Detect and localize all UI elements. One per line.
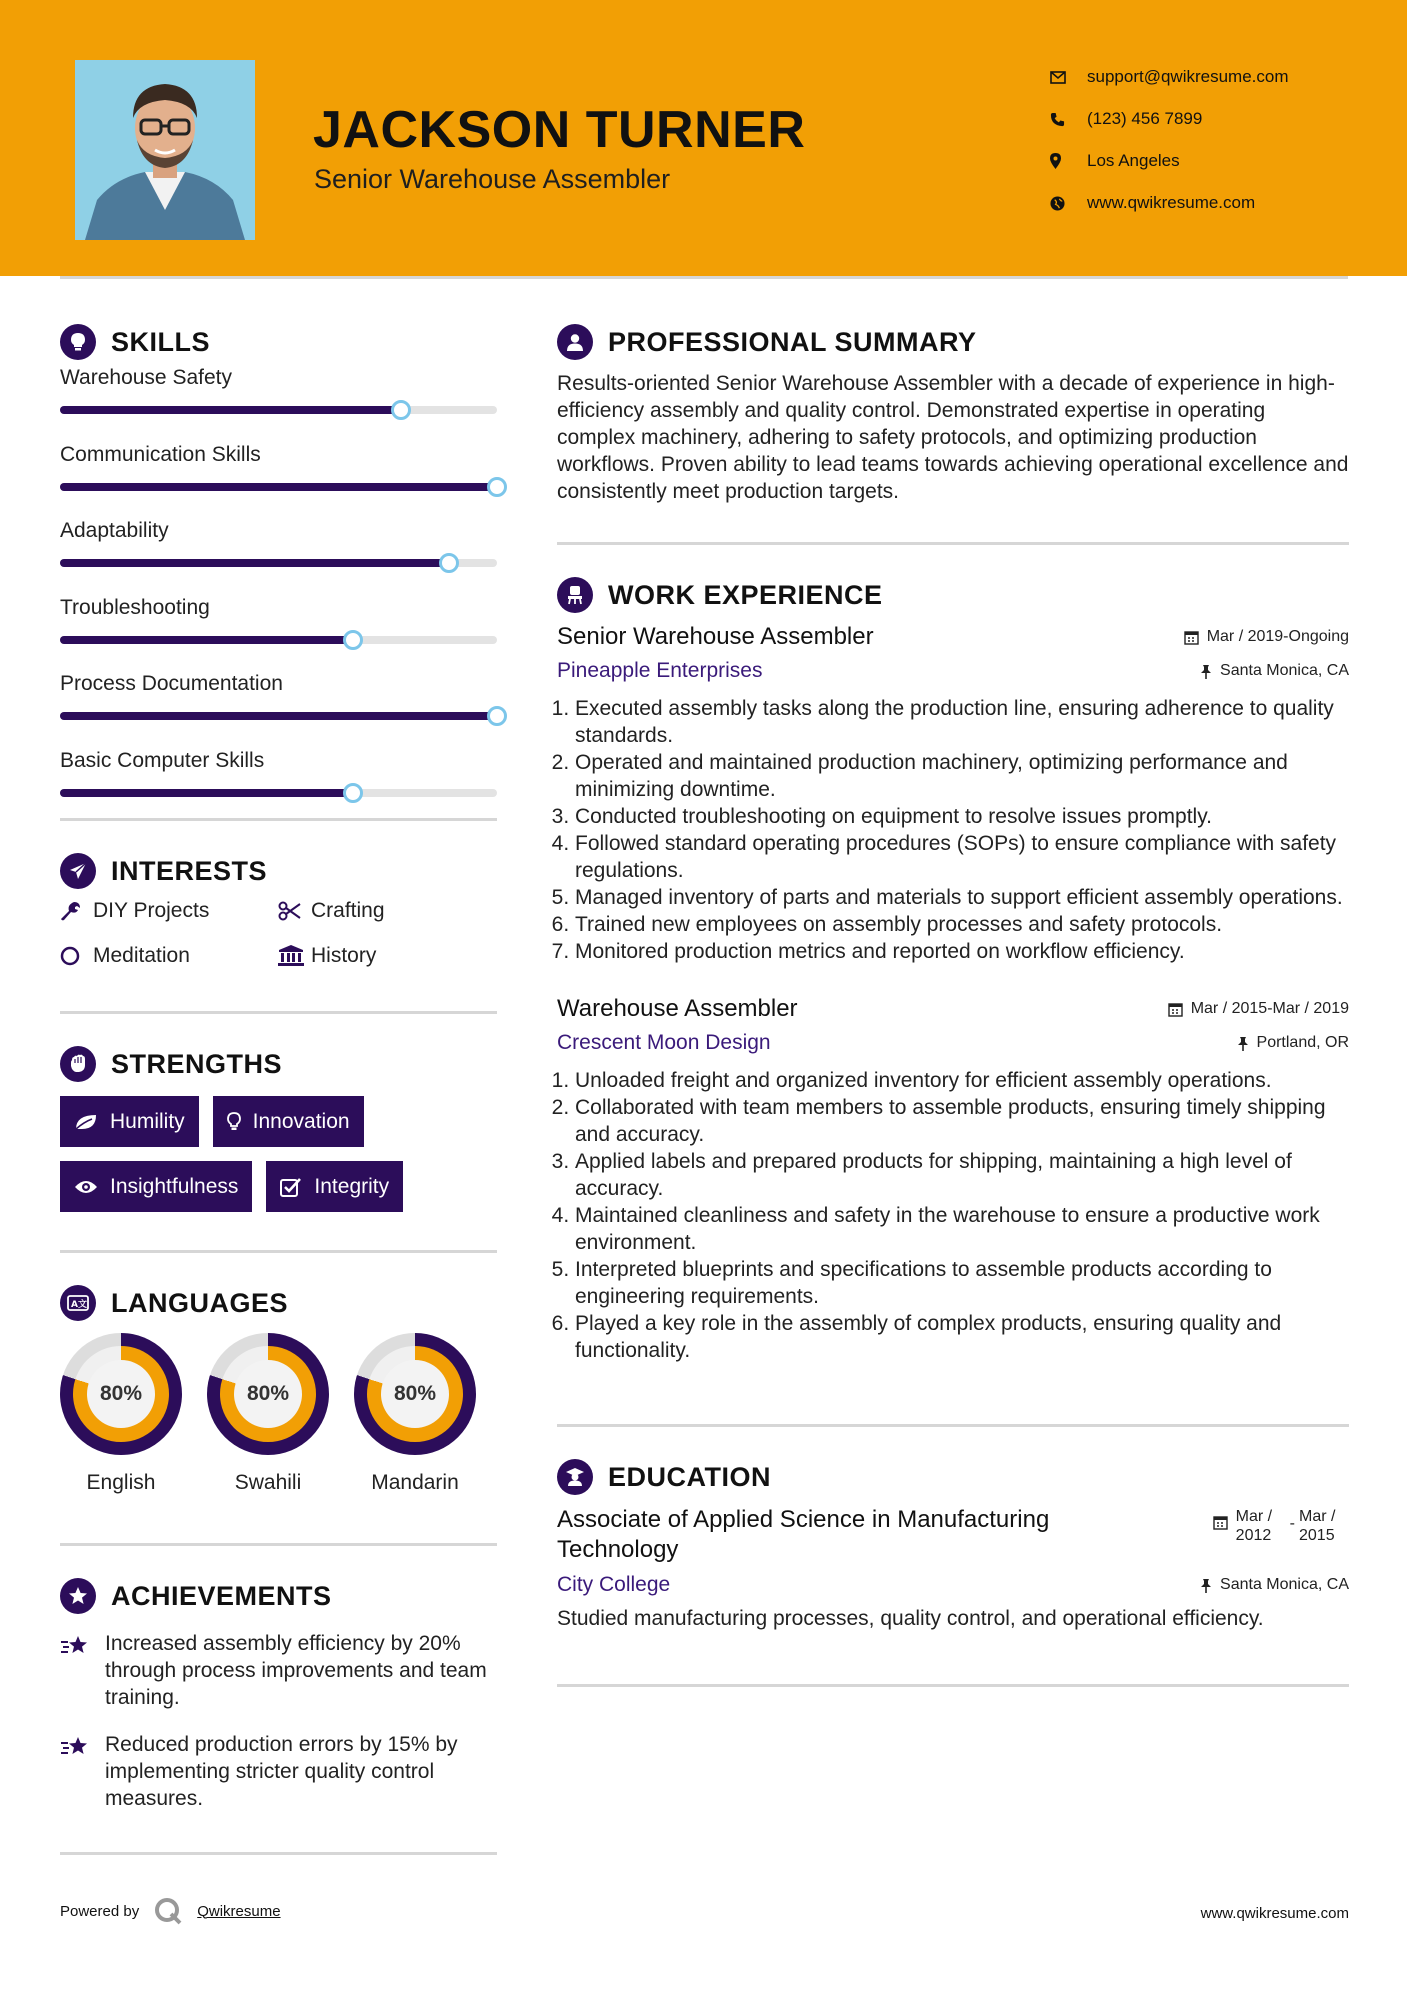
duty-item: 6. Trained new employees on assembly processes and safety protocols. [575,911,1349,938]
company-name: Crescent Moon Design [557,1031,771,1054]
section-divider [60,1852,497,1855]
section-divider [557,1684,1349,1687]
duty-item: 1. Executed assembly tasks along the production line, ensuring adherence to quality standards. [575,695,1349,749]
section-divider [60,1011,497,1014]
section-divider [557,1424,1349,1427]
interest-label: Crafting [311,898,385,922]
education-end-date: Mar / 2015 [1299,1508,1336,1544]
job-title: Senior Warehouse Assembler [557,623,874,650]
fist-icon [60,1046,96,1082]
header-divider [60,276,1348,279]
interest-item [278,897,497,924]
achievements-title: ACHIEVEMENTS [111,1580,332,1611]
language-name: English [86,1471,156,1494]
language-percent: 80% [381,1360,449,1428]
strength-tag [213,1096,364,1147]
eye-icon [74,1179,98,1195]
job-date [1184,628,1349,646]
achievement-item [60,1630,497,1711]
contact-phone-text: (123) 456 7899 [1087,109,1203,128]
duty-item: 4. Maintained cleanliness and safety in the warehouse to ensure a productive work environment. [575,1202,1349,1256]
language-percent: 80% [87,1360,155,1428]
skill-knob[interactable] [487,477,507,497]
skill-item [60,519,497,596]
job-entry [557,995,1349,1364]
globe-icon [1050,196,1087,211]
languages-list [60,1333,497,1495]
calendar-icon [1213,1515,1228,1530]
school-name: City College [557,1573,671,1596]
skill-knob[interactable] [391,400,411,420]
skill-knob[interactable] [343,630,363,650]
skill-track [60,789,497,797]
star-badge-icon [60,1578,96,1614]
contact-location-text: Los Angeles [1087,151,1180,170]
contact-email-text: support@qwikresume.com [1087,67,1289,86]
achievement-item [60,1731,497,1812]
skill-name: Adaptability [60,519,169,542]
strength-label: Integrity [314,1174,390,1198]
skill-name: Warehouse Safety [60,366,232,389]
section-divider [60,1250,497,1253]
language-name: Swahili [234,1471,302,1494]
skill-name: Troubleshooting [60,595,210,619]
skill-track [60,712,497,720]
interest-label: DIY Projects [93,898,210,922]
languages-title: LANGUAGES [111,1287,289,1318]
profile-photo [75,60,255,240]
contact-list [1050,56,1289,224]
skill-item [60,443,497,520]
duty-item: 1. Unloaded freight and organized inventory for efficient assembly operations. [575,1067,1349,1094]
interest-item [278,942,497,969]
job-company-row [557,1031,1349,1055]
pushpin-icon [1200,664,1212,679]
duty-item: 6. Played a key role in the assembly of complex products, ensuring quality and functionality. [575,1310,1349,1364]
footer-website[interactable]: www.qwikresume.com [1200,1905,1349,1922]
experience-title: WORK EXPERIENCE [608,579,883,610]
duty-item: 2. Operated and maintained production machinery, optimizing performance and minimizing downtime. [575,749,1349,803]
job-date [1168,1000,1349,1018]
skill-fill [60,636,353,644]
lightbulb-icon [60,324,96,360]
company-name: Pineapple Enterprises [557,659,763,682]
strength-label: Innovation [252,1109,350,1133]
resume-header [0,0,1407,276]
left-column [60,322,497,1855]
duty-item: 5. Managed inventory of parts and materials to support efficient assembly operations. [575,884,1349,911]
interest-item [60,897,278,924]
skill-track [60,559,497,567]
contact-website-text: www.qwikresume.com [1087,193,1256,212]
language-ring [207,1333,329,1455]
bank-icon [278,945,311,967]
contact-website[interactable] [1050,182,1289,224]
scissors-icon [278,901,311,921]
skill-name: Basic Computer Skills [60,748,265,772]
job-title-row [557,623,1349,651]
duty-item: 4. Followed standard operating procedures (SOPs) to ensure compliance with safety regulations. [575,830,1349,884]
graduate-icon [557,1459,593,1495]
contact-email[interactable] [1050,56,1289,98]
skill-fill [60,483,497,491]
job-location [1237,1034,1349,1052]
interests-title: INTERESTS [111,855,268,886]
pushpin-icon [1237,1036,1249,1051]
skills-title: SKILLS [111,326,211,357]
right-column [557,322,1349,1687]
skills-list [60,366,497,825]
skill-fill [60,406,401,414]
skill-knob[interactable] [439,553,459,573]
duty-item: 5. Interpreted blueprints and specifications to assemble products according to engineering requirements. [575,1256,1349,1310]
degree-name: Associate of Applied Science in Manufacturing Technology [557,1506,1050,1563]
svg-text:A文: A文 [71,1300,87,1310]
skill-knob[interactable] [343,783,363,803]
qwikresume-link[interactable]: Qwikresume [197,1902,281,1920]
summary-heading [557,322,1349,362]
duty-item: 7. Monitored production metrics and reported on workflow efficiency. [575,938,1349,965]
envelope-icon [1050,71,1087,84]
education-heading [557,1457,1349,1497]
strength-tag [60,1096,199,1147]
powered-by-label: Powered by [60,1902,140,1920]
achievement-text: Reduced production errors by 15% by implementing stricter quality control measures. [105,1733,458,1810]
job-date-text: Mar / 2015-Mar / 2019 [1190,1000,1349,1017]
job-title-row [557,995,1349,1023]
education-entry [557,1505,1349,1632]
language-item [207,1333,329,1495]
duties-list [557,695,1349,965]
strengths-title: STRENGTHS [111,1048,283,1079]
education-school-row [557,1573,1349,1597]
skill-name: Process Documentation [60,672,283,695]
shooting-star-icon [60,1630,105,1711]
job-company-row [557,659,1349,683]
interests-heading [60,851,497,891]
chair-icon [557,577,593,613]
interest-label: Meditation [93,943,190,967]
job-location-text: Portland, OR [1256,1034,1349,1051]
job-location-text: Santa Monica, CA [1220,662,1349,679]
language-item [60,1333,182,1495]
interest-item [60,942,278,969]
language-name: Mandarin [371,1471,459,1494]
duty-item: 3. Applied labels and prepared products for shipping, maintaining a high level of accuracy. [575,1148,1349,1202]
language-ring [354,1333,476,1455]
powered-by [60,1896,281,1926]
section-divider [557,542,1349,545]
education-description: Studied manufacturing processes, quality control, and operational efficiency. [557,1607,1264,1630]
duties-list [557,1067,1349,1364]
language-ring [60,1333,182,1455]
interest-label: History [311,943,377,967]
circle-icon [60,946,93,966]
skill-knob[interactable] [487,706,507,726]
experience-heading [557,575,1349,615]
language-item [354,1333,476,1495]
achievements-list [60,1630,497,1812]
education-start-date: Mar / 2012 [1235,1508,1273,1544]
map-pin-icon [1050,153,1087,169]
skill-fill [60,559,449,567]
job-entry [557,623,1349,965]
section-divider [60,1543,497,1546]
summary-text: Results-oriented Senior Warehouse Assembler with a decade of experience in high-efficiency assembly and quality control. Demonstrated expertise in operating complex machinery, adhering to safety protocols, and optimizing production workflows. Proven ability to lead teams towards achieving operational excellence and consistently meet production targets. [557,372,1349,503]
skill-track [60,406,497,414]
contact-location [1050,140,1289,182]
skill-item [60,366,497,443]
checkbox-icon [280,1177,302,1197]
leaf-icon [74,1113,98,1131]
language-icon [60,1285,96,1321]
skill-item [60,596,497,673]
education-title: EDUCATION [608,1461,771,1492]
achievement-text: Increased assembly efficiency by 20% through process improvements and team training. [105,1632,487,1709]
interests-list [60,897,497,969]
lightbulb-icon [227,1112,241,1132]
education-title-row [557,1505,1349,1565]
phone-icon [1050,112,1087,127]
strengths-list [60,1096,497,1212]
summary-title: PROFESSIONAL SUMMARY [608,326,977,357]
paper-plane-icon [60,853,96,889]
skill-track [60,636,497,644]
strength-tag [266,1161,403,1212]
job-title: Warehouse Assembler [557,995,798,1022]
skill-name: Communication Skills [60,442,261,466]
date-separator: - [1289,1515,1295,1532]
duty-item: 2. Collaborated with team members to assemble products, ensuring timely shipping and accuracy. [575,1094,1349,1148]
education-location-text: Santa Monica, CA [1220,1576,1349,1593]
skills-heading [60,322,497,362]
qwikresume-logo-icon [153,1896,183,1926]
calendar-icon [1184,630,1199,645]
pushpin-icon [1200,1578,1212,1593]
job-date-text: Mar / 2019-Ongoing [1206,628,1349,645]
user-icon [557,324,593,360]
job-location [1200,662,1349,680]
wrench-icon [60,900,93,922]
skill-fill [60,789,353,797]
shooting-star-icon [60,1731,105,1812]
duty-item: 3. Conducted troubleshooting on equipment to resolve issues promptly. [575,803,1349,830]
strength-tag [60,1161,252,1212]
skill-fill [60,712,497,720]
strength-label: Humility [110,1109,185,1133]
education-dates [1213,1507,1349,1545]
candidate-role: Senior Warehouse Assembler [314,164,671,194]
education-location [1200,1576,1349,1594]
achievements-heading [60,1576,497,1616]
strengths-heading [60,1044,497,1084]
contact-phone[interactable] [1050,98,1289,140]
calendar-icon [1168,1002,1183,1017]
language-percent: 80% [234,1360,302,1428]
skill-track [60,483,497,491]
candidate-name: JACKSON TURNER [313,101,806,159]
skill-item [60,672,497,749]
strength-label: Insightfulness [110,1174,239,1198]
skill-item [60,749,497,826]
languages-heading [60,1283,497,1323]
